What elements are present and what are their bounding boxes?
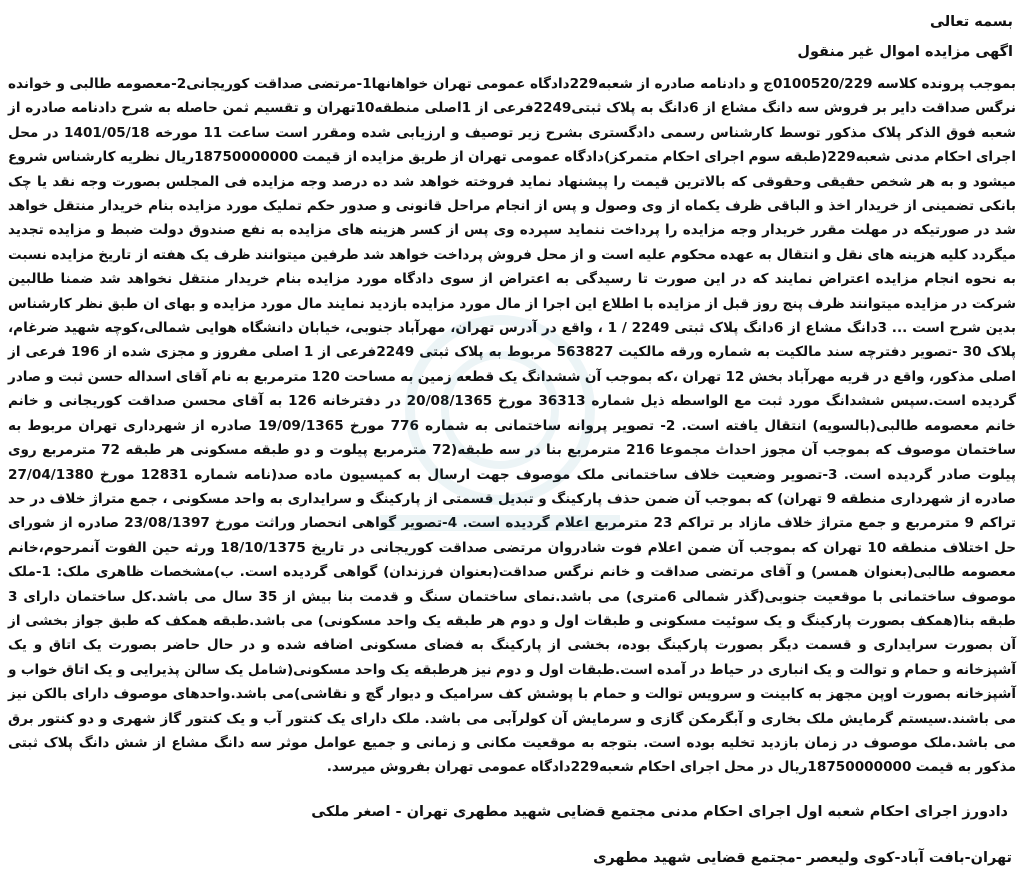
bismillah-heading: بسمه تعالی bbox=[930, 14, 1013, 30]
address-line: تهران-بافت آباد-کوی ولیعصر -مجتمع قضایی شهید مطهری bbox=[593, 850, 1012, 866]
notice-body: بموجب پرونده کلاسه 0100520/229ج و دادنامه صادره از شعبه229دادگاه عمومی تهران خواهانها1-مرتضی صداقت کوریجانی2-معصومه طالبی و خوانده نرگس صداقت دایر بر فروش سه دانگ مشاع از 6دانگ به پلاک ثبتی2249فرعی از 1اصلی منطقه10تهران و تقسیم ثمن حاصله به شرح دادنامه صادره از شعبه فوق الذکر پلاک مذکور توسط کارشناس رسمی دادگستری بشرح زیر توصیف و ارزیابی شده ومقرر است ساعت 11 مورخه 1401/05/18 در محل اجرای احکام مدنی شعبه229(طبقه سوم اجرای احکام متمرکز)دادگاه عمومی تهران از طریق مزایده از قیمت 18750000000ریال نظریه کارشناس شروع میشود و به هر شخص حقیقی وحقوقی که بالاترین قیمت را پیشنهاد نماید فروخته خواهد شد ده درصد وجه مزایده فی المجلس بصورت وجه نقد یا چک بانکی تضمینی از خریدار اخذ و الباقی ظرف یکماه از وی وصول و پس از انجام مراحل قانونی و صدور حکم تملیک مورد مزایده بنام خریدار منتقل خواهد شد در صورتیکه در مهلت مقرر خریدار وجه مزایده را پرداخت ننماید سپرده وی پس از کسر هزینه های مزایده به نفع صندوق دولت ضبط و مزایده تجدید میگردد کلیه هزینه های نقل و انتقال به عهده محکوم علیه است و از محل فروش پرداخت خواهد شد طرفین میتوانند ظرف یک هفته از تاریخ مزایده نسبت به نحوه انجام مزایده اعتراض نمایند که در این صورت تا رسیدگی به اعتراض از سوی دادگاه مورد مزایده بنام خریدار منتقل نخواهد شد ضمنا طالبین شرکت در مزایده میتوانند ظرف پنج روز قبل از مزایده با اطلاع این اجرا از مال مورد مزایده بازدید نمایند مال مورد مزایده و بهای ان طبق نظر کارشناس بدین شرح است ... 3دانگ مشاع از 6دانگ پلاک ثبتی 2249 / 1 ، واقع در آدرس تهران، مهرآباد جنوبی، خیابان دانشگاه هوایی شمالی،کوچه شهید ضرغام، پلاک 30 -تصویر دفترچه سند مالکیت به شماره ورقه مالکیت 563827 مربوط به پلاک ثبتی 2249فرعی از 1 اصلی مفروز و مجزی شده از 196 فرعی از اصلی مذکور، واقع در قریه مهرآباد بخش 12 تهران ،که بموجب آن ششدانگ یک قطعه زمین به مساحت 120 مترمربع به نام آقای اسداله حسن ثبت و صادر گردیده است.سپس ششدانگ مورد ثبت مع الواسطه ذیل شماره 36313 مورخ 20/08/1365 در دفترخانه 126 به آقای محسن صداقت کوریجانی و خانم خانم معصومه طالبی(بالسویه) انتقال یافته است. 2- تصویر پروانه ساختمانی به شماره 776 مورخ 19/09/1365 صادره از شهرداری تهران مربوط به ساختمان موصوف که بموجب آن مجوز احداث مجموعا 216 مترمربع بنا در سه طبقه(72 مترمربع پیلوت و دو طبقه مسکونی هر طبقه 72 مترمربع روی پیلوت صادر گردیده است. 3-تصویر وضعیت خلاف ساختمانی ملک موصوف جهت ارسال به کمیسیون ماده صد(نامه شماره 12831 مورخ 27/04/1380 صادره از شهرداری منطقه 9 تهران) که بموجب آن ضمن حذف پارکینگ و تبدیل قسمتی از پارکینگ و سرایداری به واحد مسکونی ، جمع متراژ خلاف در حد تراکم 9 مترمربع و جمع متراژ خلاف مازاد بر تراکم 23 مترمربع اعلام گردیده است. 4-تصویر گواهی انحصار وراثت مورخ 23/08/1397 صادره از شورای حل اختلاف منطقه 10 تهران که بموجب آن ضمن اعلام فوت شادروان مرتضی صداقت کوریجانی در تاریخ 18/10/1375 ورثه حین الفوت آنمرحوم،خانم معصومه طالبی(بعنوان همسر) و آقای مرتضی صداقت و خانم نرگس صداقت(بعنوان فرزندان) گواهی گردیده است. ب)مشخصات ظاهری ملک: 1-ملک موصوف ساختمانی با موقعیت جنوبی(گذر شمالی 6متری) می باشد.نمای ساختمان سنگ و قدمت بنا بیش از 35 سال می باشد.کل ساختمان دارای 3 طبقه بنا(همکف بصورت پارکینگ و یک سوئیت مسکونی و طبقات اول و دوم هر طبقه یک واحد مسکونی) می باشد.طبقه همکف که طبق جواز بخشی از آن بصورت سرایداری و قسمت دیگر بصورت پارکینگ بوده، بخشی از پارکینگ به فضای مسکونی اضافه شده و در حال حاضر بصورت یک اتاق و یک آشپزخانه و حمام و توالت و یک انباری در حیاط در آمده است.طبقات اول و دوم نیز هرطبقه یک واحد مسکونی(شامل یک سالن پذیرایی و یک اتاق خواب و آشپزخانه بصورت اوپن مجهز به کابینت و سرویس توالت و حمام با پوشش کف سرامیک و دیوار گچ و نقاشی)می باشد.واحدهای موصوف دارای بالکن نیز می باشند.سیستم گرمایش ملک بخاری و آبگرمکن گازی و سرمایش آن کولرآبی می باشد. ملک دارای یک کنتور آب و یک کنتور گاز شهری و دو کنتور برق می باشد.ملک موصوف در زمان بازدید تخلیه بوده است. بتوجه به موقعیت مکانی و زمانی و جمیع عوامل موثر سه دانگ مشاع از شش دانگ پلاک ثبتی مذکور به قیمت 18750000000ریال در محل اجرای احکام شعبه229دادگاه عمومی تهران بفروش میرسد. bbox=[8, 76, 1017, 776]
signature-line: دادورز اجرای احکام شعبه اول اجرای احکام مدنی مجتمع قضایی شهید مطهری تهران - اصغر ملکی bbox=[311, 803, 1008, 820]
notice-title: اگهی مزایده اموال غیر منقول bbox=[797, 44, 1013, 60]
